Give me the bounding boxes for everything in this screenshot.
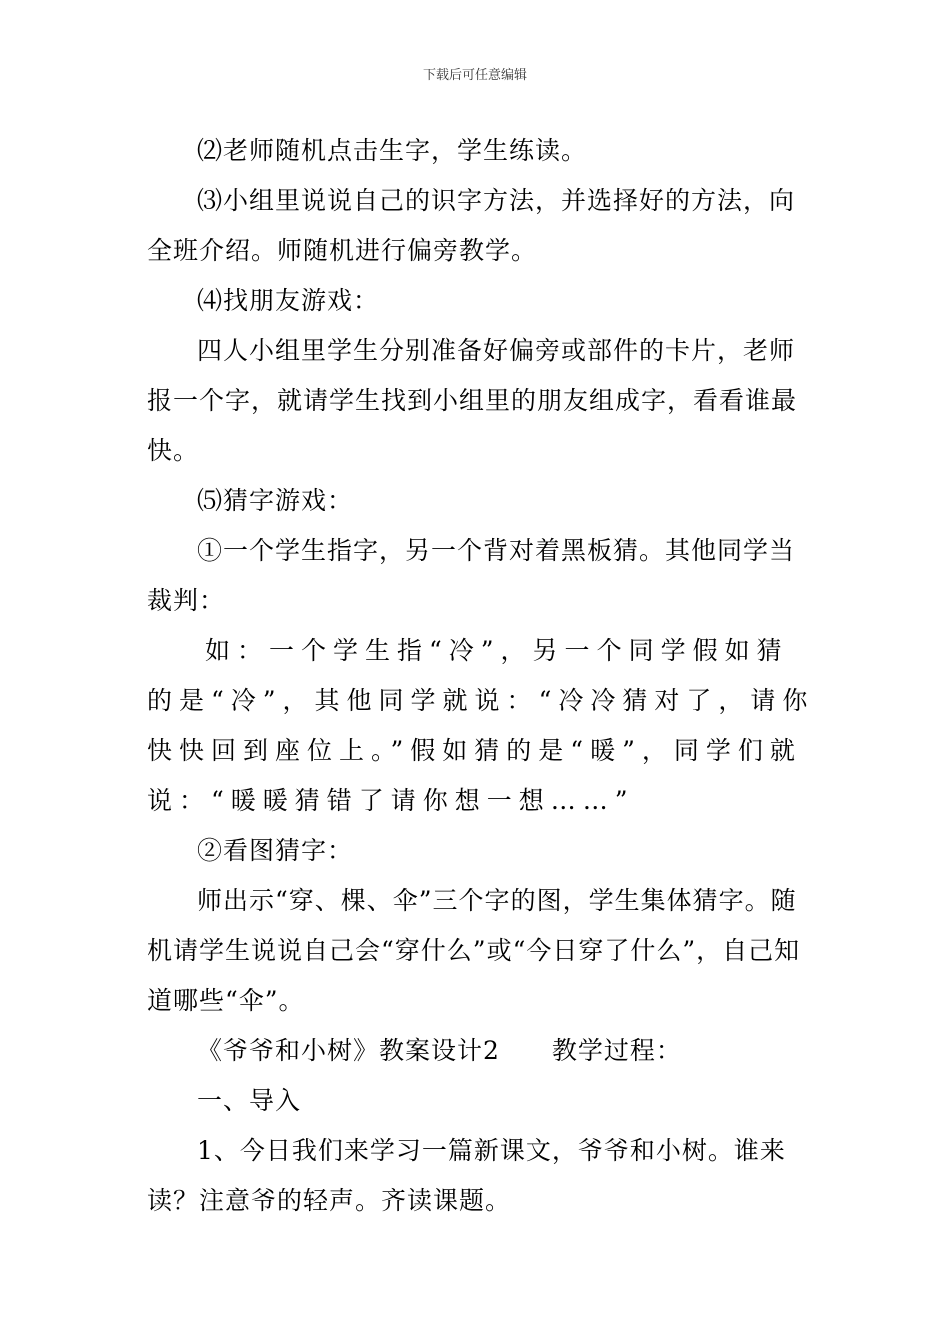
paragraph-step-2: ⑵老师随机点击生字，学生练读。	[197, 136, 588, 165]
paragraph-section-intro: 一、导入	[197, 1086, 302, 1115]
paragraph-step-5-title: ⑸猜字游戏：	[197, 486, 354, 515]
paragraph-game-example: 如：一个学生指“冷”，另一个同学假如猜的是“冷”，其他同学就说：“冷冷猜对了，请你快快回到座位上。”假如猜的是“暖”，同学们就说：“暖暖猜错了请你想一想……”	[147, 636, 815, 815]
document-body	[147, 126, 817, 1226]
paragraph-game-2-title: ②看图猜字：	[197, 836, 354, 865]
paragraph-step-4-title: ⑷找朋友游戏：	[197, 286, 380, 315]
page-header-note: 下载后可任意编辑	[422, 68, 527, 83]
paragraph-game-1: ①一个学生指字，另一个背对着黑板猜。其他同学当裁判：	[147, 536, 796, 615]
paragraph-lesson-title: 《爷爷和小树》教案设计2 教学过程：	[197, 1036, 682, 1065]
paragraph-step-3: ⑶小组里说说自己的识字方法，并选择好的方法，向全班介绍。师随机进行偏旁教学。	[147, 186, 796, 265]
paragraph-game-2-body: 师出示“穿、棵、伞”三个字的图，学生集体猜字。随机请学生说说自己会“穿什么”或“今日穿了什么”，自己知道哪些“伞”。	[147, 886, 801, 1015]
paragraph-intro-step-1: 1、今日我们来学习一篇新课文，爷爷和小树。谁来读？注意爷的轻声。齐读课题。	[147, 1136, 786, 1215]
paragraph-step-4-body: 四人小组里学生分别准备好偏旁或部件的卡片，老师报一个字，就请学生找到小组里的朋友组成字，看看谁最快。	[147, 336, 798, 465]
